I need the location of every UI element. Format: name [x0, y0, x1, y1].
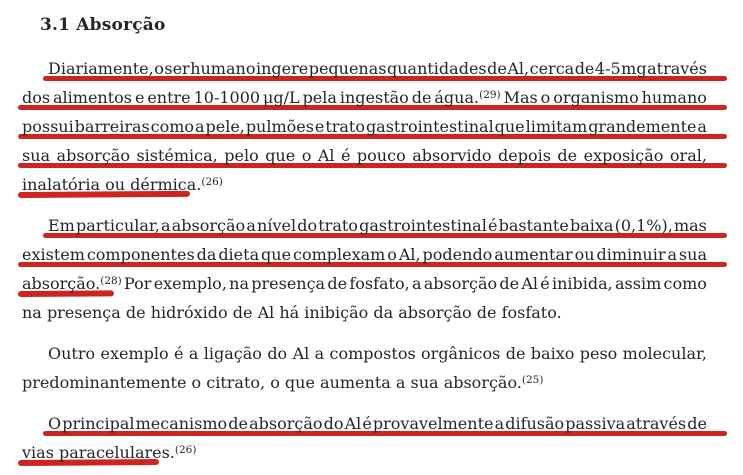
word: Diariamente, — [48, 59, 154, 78]
text-line-content — [22, 368, 707, 400]
text-line — [22, 211, 707, 240]
word: (0,1%), — [614, 216, 673, 235]
word: inalatória — [22, 175, 100, 194]
word: absorção.$^{(28)}$ — [22, 274, 122, 293]
text-line — [22, 240, 707, 269]
word: de — [476, 303, 497, 322]
word: absorção — [423, 274, 498, 293]
word: através — [647, 59, 707, 78]
word: complexam — [293, 245, 386, 264]
word: inibida, — [552, 274, 613, 293]
word: como — [663, 274, 707, 293]
text-line — [22, 409, 707, 438]
section-heading: 3.1 Absorção — [40, 15, 166, 35]
word: pouco — [356, 146, 406, 165]
text-line-content — [22, 438, 707, 470]
citation-superscript: (29) — [479, 89, 501, 101]
word: de — [499, 274, 520, 293]
word: inibição — [304, 303, 369, 322]
word: baixa — [569, 216, 614, 235]
word: quantidades — [386, 59, 487, 78]
word: sua — [410, 373, 439, 392]
word: fosfato. — [501, 303, 562, 322]
word: do — [297, 216, 318, 235]
word: absorção — [249, 414, 323, 433]
word: hidróxido — [150, 303, 228, 322]
word: ingere — [255, 59, 309, 78]
word: de — [505, 344, 526, 363]
word: a — [246, 216, 256, 235]
paragraph — [22, 409, 707, 467]
word: humano — [190, 59, 256, 78]
text-line-content — [22, 83, 707, 115]
word: absorção — [171, 216, 246, 235]
word: absorvido — [412, 146, 492, 165]
word: a — [188, 344, 199, 363]
word: de — [327, 274, 348, 293]
word: dieta — [218, 245, 260, 264]
word: o — [270, 373, 280, 392]
word: aumenta — [320, 373, 391, 392]
word: na — [229, 274, 249, 293]
word: e — [314, 117, 325, 136]
word: cerca — [529, 59, 575, 78]
word: de — [228, 414, 248, 433]
word: a — [494, 414, 505, 433]
text-line-content — [22, 339, 707, 368]
word: Por — [124, 274, 152, 293]
word: predominantemente — [22, 373, 187, 392]
word: o — [387, 245, 397, 264]
text-line — [22, 438, 707, 467]
word: é — [488, 216, 498, 235]
word: a — [667, 245, 677, 264]
text-line — [22, 298, 707, 327]
word: de — [411, 88, 432, 107]
word: a — [161, 216, 171, 235]
word: de — [687, 414, 707, 433]
word: Al — [257, 303, 275, 322]
word: oral, — [669, 146, 707, 165]
text-line — [22, 339, 707, 368]
word: que — [494, 117, 525, 136]
citation-superscript: (28) — [100, 275, 122, 287]
word: sistémica, — [136, 146, 218, 165]
word: é — [174, 344, 184, 363]
text-line — [22, 54, 707, 83]
word: na — [22, 303, 42, 322]
word: o — [301, 146, 312, 165]
word: mg — [621, 59, 647, 78]
word: humano — [641, 88, 707, 107]
word: assim — [615, 274, 662, 293]
word: citrato, — [206, 373, 266, 392]
word: entre — [147, 88, 191, 107]
word: depois — [497, 146, 551, 165]
text-line-content — [22, 112, 707, 141]
word: alimentos — [53, 88, 133, 107]
word: µg/L — [262, 88, 300, 107]
word: pequenas — [308, 59, 387, 78]
word: exemplo, — [153, 274, 227, 293]
word: ingestão — [339, 88, 409, 107]
word: Al — [292, 344, 310, 363]
word: absorção.$^{(25)}$ — [443, 373, 544, 392]
word: diminuir — [596, 245, 666, 264]
word: ou — [105, 175, 126, 194]
word: particular, — [76, 216, 160, 235]
word: componentes — [86, 245, 195, 264]
word: presença — [46, 303, 121, 322]
word: dos — [22, 88, 51, 107]
word: O — [48, 414, 62, 433]
citation-superscript: (25) — [521, 374, 544, 386]
word: como — [150, 117, 195, 136]
word: ou — [574, 245, 595, 264]
word: a — [395, 373, 406, 392]
word: podendo — [422, 245, 493, 264]
paragraph — [22, 54, 707, 199]
word: de — [557, 146, 578, 165]
citation-superscript: (26) — [174, 444, 197, 456]
word: peso — [579, 344, 618, 363]
word: pela — [302, 88, 337, 107]
word: do — [267, 344, 288, 363]
word: sua — [22, 146, 51, 165]
word: 4-5 — [594, 59, 621, 78]
word: trato — [325, 117, 365, 136]
word: da — [373, 303, 394, 322]
word: de — [125, 303, 146, 322]
word: é — [340, 146, 351, 165]
text-line — [22, 269, 707, 298]
word: o — [191, 373, 202, 392]
text-line-content — [22, 211, 707, 240]
word: o — [540, 88, 551, 107]
word: gastrointestinal — [359, 216, 487, 235]
text-line-content — [22, 409, 707, 438]
word: exemplo — [100, 344, 169, 363]
word: do — [323, 414, 344, 433]
word: de — [487, 59, 507, 78]
text-line-content — [22, 170, 707, 202]
word: limitam — [525, 117, 588, 136]
word: Al — [521, 274, 539, 293]
word: Al — [317, 146, 335, 165]
word: Al, — [507, 59, 530, 78]
word: compostos — [329, 344, 416, 363]
text-line-content — [22, 298, 707, 327]
word: mas — [673, 216, 707, 235]
word: baixo — [530, 344, 575, 363]
word: de — [232, 303, 253, 322]
word: grandemente — [588, 117, 697, 136]
word: exposição — [583, 146, 664, 165]
text-line — [22, 141, 707, 170]
word: trato — [318, 216, 358, 235]
word: pele, — [205, 117, 245, 136]
word: Em — [48, 216, 75, 235]
word: principal — [62, 414, 135, 433]
word: que — [265, 146, 296, 165]
word: da — [196, 245, 217, 264]
word: absorção — [56, 146, 130, 165]
word: a — [697, 117, 707, 136]
text-line-content — [22, 141, 707, 170]
word: provavelmente — [372, 414, 494, 433]
word: paracelulares.$^{(26)}$ — [59, 443, 197, 462]
word: a — [411, 274, 422, 293]
paragraph — [22, 211, 707, 327]
word: vias — [22, 443, 54, 462]
word: sua — [678, 245, 707, 264]
word: através — [626, 414, 687, 433]
word: aumentar — [494, 245, 573, 264]
word: a — [195, 117, 205, 136]
paragraph — [22, 339, 707, 397]
word: fosfato, — [349, 274, 410, 293]
citation-superscript: (26) — [201, 176, 223, 188]
word: há — [279, 303, 300, 322]
word: Al, — [398, 245, 421, 264]
word: que — [261, 245, 292, 264]
word: orgânicos — [421, 344, 501, 363]
word: Al — [344, 414, 362, 433]
word: organismo — [553, 88, 639, 107]
word: água.$^{(29)}$ — [434, 88, 501, 107]
word: ser — [164, 59, 190, 78]
word: a — [314, 344, 325, 363]
word: difusão — [505, 414, 565, 433]
text-line — [22, 112, 707, 141]
word: Mas — [503, 88, 538, 107]
text-line — [22, 83, 707, 112]
word: o — [154, 59, 164, 78]
word: ligação — [203, 344, 262, 363]
word: e — [134, 88, 145, 107]
word: molecular, — [622, 344, 707, 363]
word: de — [574, 59, 595, 78]
word: gastrointestinal — [365, 117, 494, 136]
word: mecanismo — [135, 414, 228, 433]
word: pulmões — [245, 117, 314, 136]
document-body — [22, 54, 707, 467]
word: barreiras — [74, 117, 150, 136]
text-line — [22, 170, 707, 199]
word: pelo — [224, 146, 259, 165]
text-line-content — [22, 240, 707, 269]
word: que — [284, 373, 315, 392]
word: é — [540, 274, 550, 293]
text-line-content — [22, 269, 707, 301]
word: 10-1000 — [193, 88, 261, 107]
word: existem — [22, 245, 85, 264]
word: dérmica.$^{(26)}$ — [130, 175, 223, 194]
word: bastante — [498, 216, 569, 235]
word: passiva — [565, 414, 626, 433]
word: absorção — [398, 303, 472, 322]
word: nível — [257, 216, 297, 235]
word: possui — [22, 117, 74, 136]
word: presença — [251, 274, 326, 293]
word: Outro — [48, 344, 96, 363]
text-line — [22, 368, 707, 397]
word: é — [362, 414, 372, 433]
text-line-content — [22, 54, 707, 83]
